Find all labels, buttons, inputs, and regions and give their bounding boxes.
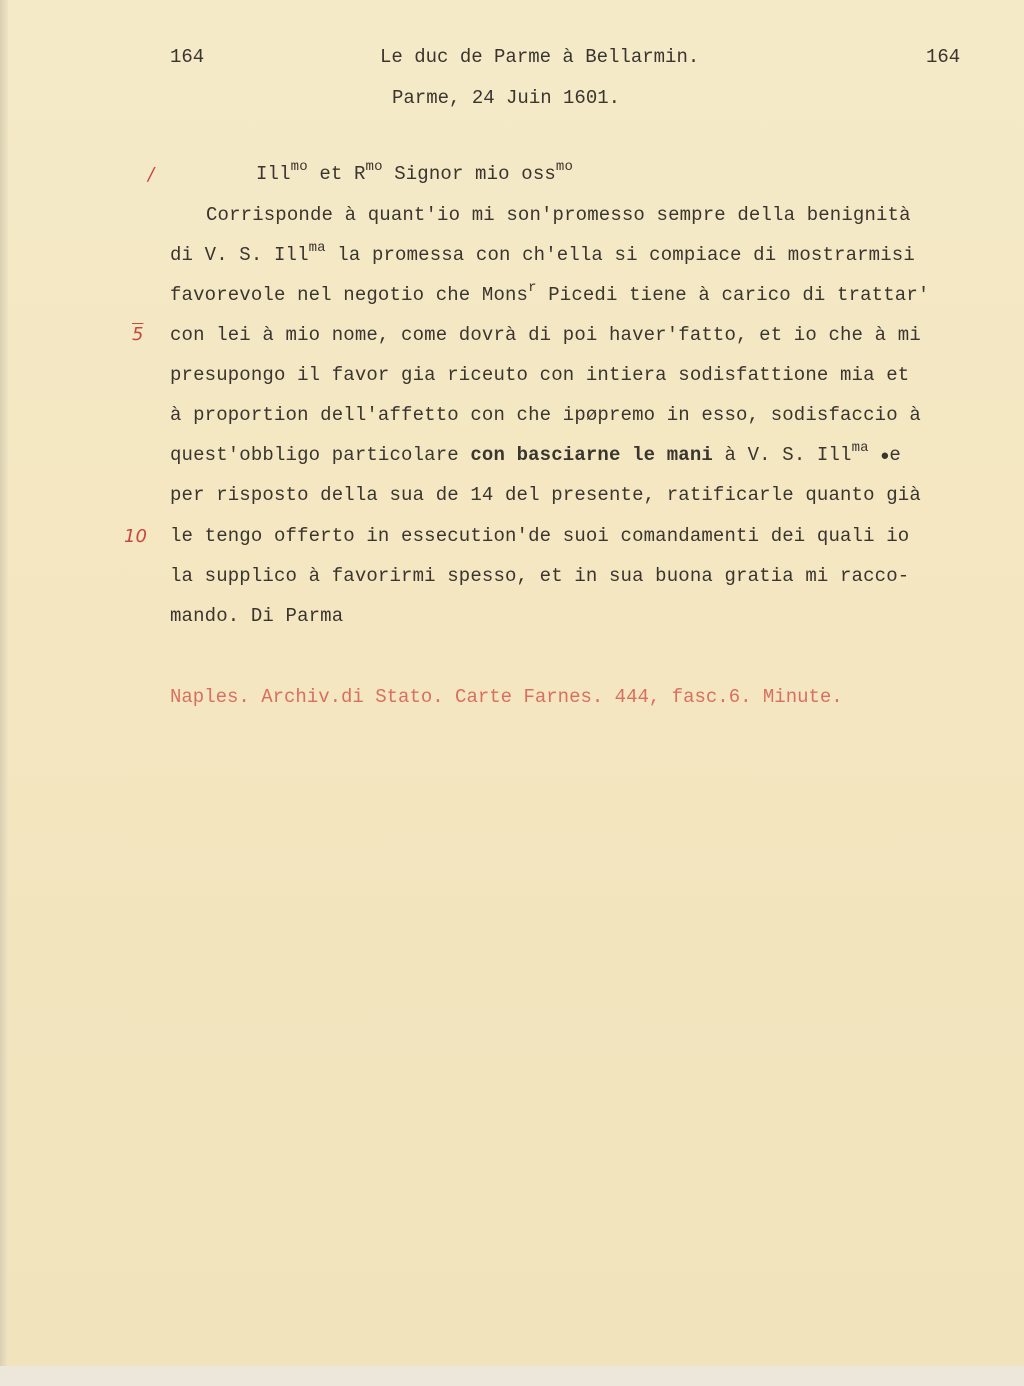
page-left-edge — [0, 0, 8, 1386]
letter-line-9: le tengo offerto in essecution'de suoi comandamenti dei quali io — [170, 525, 910, 547]
salutation-part: Signor mio oss — [382, 163, 556, 185]
text-run: e — [889, 444, 901, 466]
archive-source-note: Naples. Archiv.di Stato. Carte Farnes. 444, fasc.6. Minute. — [170, 686, 843, 708]
superscript: mo — [290, 159, 308, 175]
letter-line-10: la supplico à favorirmi spesso, et in sua buona gratia mi racco- — [170, 565, 910, 587]
text-run: la promessa con ch'ella si compiace di mostrarmisi — [325, 244, 915, 266]
text-run-bold: con basciarne le mani — [470, 444, 713, 466]
text-run: di V. S. Ill — [170, 244, 309, 266]
letter-line-4: con lei à mio nome, come dovrà di poi haver'fatto, et io che à mi — [170, 324, 921, 346]
letter-line-1: Corrisponde à quant'io mi son'promesso sempre della benignità — [206, 204, 911, 226]
letter-line-7 — [170, 440, 901, 466]
superscript: ma — [851, 440, 869, 456]
margin-mark-line-5: 5 — [132, 324, 144, 345]
superscript: ma — [308, 240, 326, 256]
letter-line-11: mando. Di Parma — [170, 605, 344, 627]
text-run: favorevole nel negotio che Mons — [170, 284, 529, 306]
superscript: r — [528, 280, 537, 296]
letter-title: Le duc de Parme à Bellarmin. — [380, 46, 700, 68]
page-number-left: 164 — [170, 46, 205, 68]
salutation-part: Ill — [256, 163, 291, 185]
text-run: à V. S. Ill — [712, 444, 852, 466]
margin-mark-line-10: 10 — [124, 526, 147, 547]
letter-line-3 — [170, 280, 930, 306]
text-run: Picedi tiene à carico di trattar' — [536, 284, 930, 306]
margin-mark-line-1: / — [148, 164, 155, 185]
page-number-right: 164 — [926, 46, 961, 68]
letter-line-2 — [170, 240, 915, 266]
letter-date: Parme, 24 Juin 1601. — [392, 87, 621, 109]
letter-line-8: per risposto della sua de 14 del presente, ratificarle quanto già — [170, 484, 921, 506]
ink-blot-icon: ● — [880, 448, 890, 465]
text-run — [869, 444, 881, 466]
page-bottom-edge — [0, 1366, 1024, 1386]
salutation-part: et R — [307, 163, 366, 185]
letter-line-5: presupongo il favor gia riceuto con intiera sodisfattione mia et — [170, 364, 910, 386]
salutation — [256, 159, 574, 185]
superscript: mo — [555, 159, 574, 175]
text-run: quest'obbligo particolare — [170, 444, 471, 466]
superscript: mo — [365, 159, 383, 175]
letter-line-6: à proportion dell'affetto con che ipøpremo in esso, sodisfaccio à — [170, 404, 921, 426]
